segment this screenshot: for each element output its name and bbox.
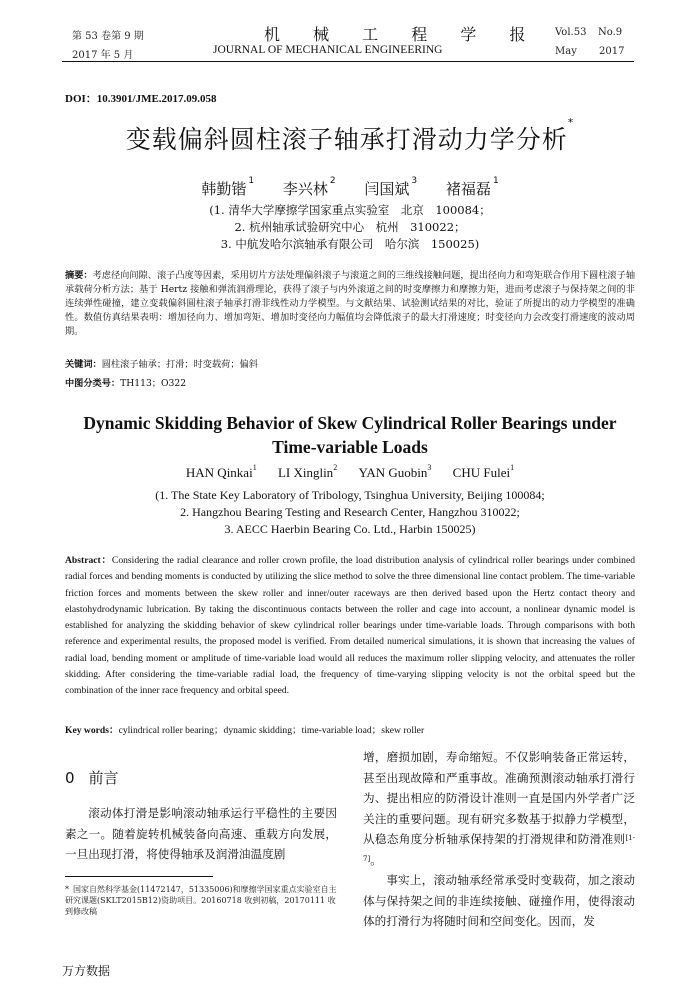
clc-label: 中图分类号： xyxy=(65,378,121,389)
paragraph: 增，磨损加剧，寿命缩短。不仅影响装备正常运转，甚至出现故障和严重事故。准确预测滚动轴承打滑行为、提出相应的防滑设计准则一直是国内外学者广泛关注的重要问题。现有研究多数基于拟静力学模型，从稳态角度分析轴承保持架的打滑规律和防滑准则[1-7]。 xyxy=(363,750,635,867)
abstract-en-text: Considering the radial clearance and roller crown profile, the load distribution analysis of cylindrical roller bearings under combined radial forces and bending moments is conducted by utilizing the slice method to solve the three dimensional line contact problem. The time-variable friction forces and moments between the skew roller and inner/outer raceways are then derived based upon the Hertz contact theory and elastohydrodynamic lubrication. By taking the discontinuous contacts between the roller and cage into account, a nonlinear dynamic model is established for analyzing the skidding behavior of skew cylindrical roller bearings under time-variable loads. Through comparisons with both reference and experimental results, the proposed model is verified. From detailed numerical simulations, it is shown that increasing the values of radial load, bending moment or amplitude of time-variable load would all reduces the maximum roller slipping velocity, and attenuates the roller skidding. After considering the time-variable radial load, the frequency of time-varying slipping velocity is not the orbital speed but the combination of the inner race frequency and orbital speed. xyxy=(65,555,635,697)
journal-title-en: JOURNAL OF MECHANICAL ENGINEERING xyxy=(213,44,443,56)
header-year: 2017 xyxy=(599,46,625,57)
footnote xyxy=(65,884,337,917)
author-cn: 韩勤锴 $^1$ xyxy=(201,176,255,198)
title-en-line-1: Dynamic Skidding Behavior of Skew Cylindrical Roller Bearings under xyxy=(83,413,617,433)
clc-text: TH113；O322 xyxy=(120,378,187,389)
author-cn: 李兴林 $^2$ xyxy=(282,176,336,198)
abstract-en xyxy=(65,553,635,700)
paragraph: 滚动体打滑是影响滚动轴承运行平稳性的主要因素之一。随着旋转机械装备向高速、重载方向发展，一旦出现打滑，将使得轴承及润滑油温度剧 xyxy=(65,806,337,861)
author-en: CHU Fulei$^1$ xyxy=(452,463,515,480)
header-month: May xyxy=(555,46,577,57)
paragraph: 事实上，滚动轴承经常承受时变载荷，加之滚动体与保持架之间的非连续接触、碰撞作用，使得滚动体的打滑行为将随时间和空间变化。因而，发 xyxy=(363,873,635,928)
abstract-en-label: Abstract： xyxy=(65,555,112,566)
citation: [1-7] xyxy=(363,834,635,863)
affiliations-cn xyxy=(0,202,700,253)
journal-title-cn: 机 械 工 程 学 报 xyxy=(264,25,540,44)
author-cn: 褚福磊 $^1$ xyxy=(445,176,499,198)
abstract-cn xyxy=(65,269,635,339)
keywords-en xyxy=(65,723,635,739)
right-column-text xyxy=(363,747,635,932)
header-volume: Vol.53 xyxy=(555,27,587,38)
left-column-text xyxy=(65,803,337,865)
header-issue-cn: 第 53 卷第 9 期 xyxy=(72,31,144,42)
clc-number xyxy=(65,377,635,391)
header-rule xyxy=(62,61,634,62)
affiliation-cn-2: 2. 杭州轴承试验研究中心 杭州 310022； xyxy=(234,220,466,234)
affiliation-en-1: (1. The State Key Laboratory of Tribology, Tsinghua University, Beijing 100084; xyxy=(155,488,545,502)
header-date-cn: 2017 年 5 月 xyxy=(72,50,134,61)
title-en xyxy=(40,411,660,459)
affiliation-en-2: 2. Hangzhou Bearing Testing and Research Center, Hangzhou 310022; xyxy=(180,505,520,519)
author-en: HAN Qinkai$^1$ xyxy=(185,463,257,480)
title-cn xyxy=(0,116,700,156)
section-number: 0 xyxy=(65,769,75,787)
title-cn-text: 变载偏斜圆柱滚子轴承打滑动力学分析 xyxy=(125,125,568,154)
section-title: 前言 xyxy=(88,769,119,787)
keywords-en-text: cylindrical roller bearing；dynamic skidding；time-variable load；skew roller xyxy=(118,725,425,736)
footnote-text: 国家自然科学基金(11472147，51335006)和摩擦学国家重点实验室自主研究课题(SKLT2015B12)资助项目。20160718 收到初稿，20170111 收到修改稿 xyxy=(65,885,337,916)
affiliations-en xyxy=(0,487,700,538)
author-en: YAN Guobin$^3$ xyxy=(358,463,432,480)
author-en: LI Xinglin$^2$ xyxy=(277,463,338,480)
affiliation-cn-3: 3. 中航发哈尔滨轴承有限公司 哈尔滨 150025) xyxy=(220,237,480,251)
doi: DOI：10.3901/JME.2017.09.058 xyxy=(65,93,217,105)
title-en-line-2: Time-variable Loads xyxy=(272,437,428,457)
authors-en xyxy=(0,465,700,481)
footnote-mark: * xyxy=(65,885,69,894)
watermark: 万方数据 xyxy=(62,964,111,978)
keywords-cn-label: 关键词： xyxy=(65,359,102,370)
keywords-en-label: Key words： xyxy=(65,725,119,736)
abstract-cn-text: 考虑径向间隙、滚子凸度等因素，采用切片方法处理偏斜滚子与滚道之间的三维线接触问题，提出径向力和弯矩联合作用下圆柱滚子轴承载荷分析方法；基于 Hertz 接触和弹流润滑理论，获得了滚子与内外滚道之间的时变摩擦力和摩擦力矩，进而考虑滚子与保持架之间的非连续弹性碰撞，建立变载偏斜圆柱滚子轴承打滑非线性动力学模型。与文献结果、试验测试结果的对比，验证了所提出的动力学模型的准确性。数值仿真结果表明：增加径向力、增加弯矩、增加时变径向力幅值均会降低滚子的最大打滑速度；时变径向力会改变打滑速度的波动周期。 xyxy=(65,270,636,337)
abstract-cn-label: 摘要： xyxy=(65,270,93,281)
keywords-cn xyxy=(65,358,635,372)
affiliation-cn-1: (1. 清华大学摩擦学国家重点实验室 北京 100084； xyxy=(209,203,491,217)
author-cn: 闫国斌 $^3$ xyxy=(364,176,418,198)
affiliation-en-3: 3. AECC Haerbin Bearing Co. Ltd., Harbin 150025) xyxy=(224,522,476,536)
keywords-cn-text: 圆柱滚子轴承；打滑；时变载荷；偏斜 xyxy=(101,359,258,370)
footnote-rule xyxy=(65,876,213,877)
title-cn-footnote-mark: * xyxy=(567,116,575,129)
header-number: No.9 xyxy=(598,27,623,38)
section-heading xyxy=(65,767,119,788)
authors-cn xyxy=(0,178,700,199)
